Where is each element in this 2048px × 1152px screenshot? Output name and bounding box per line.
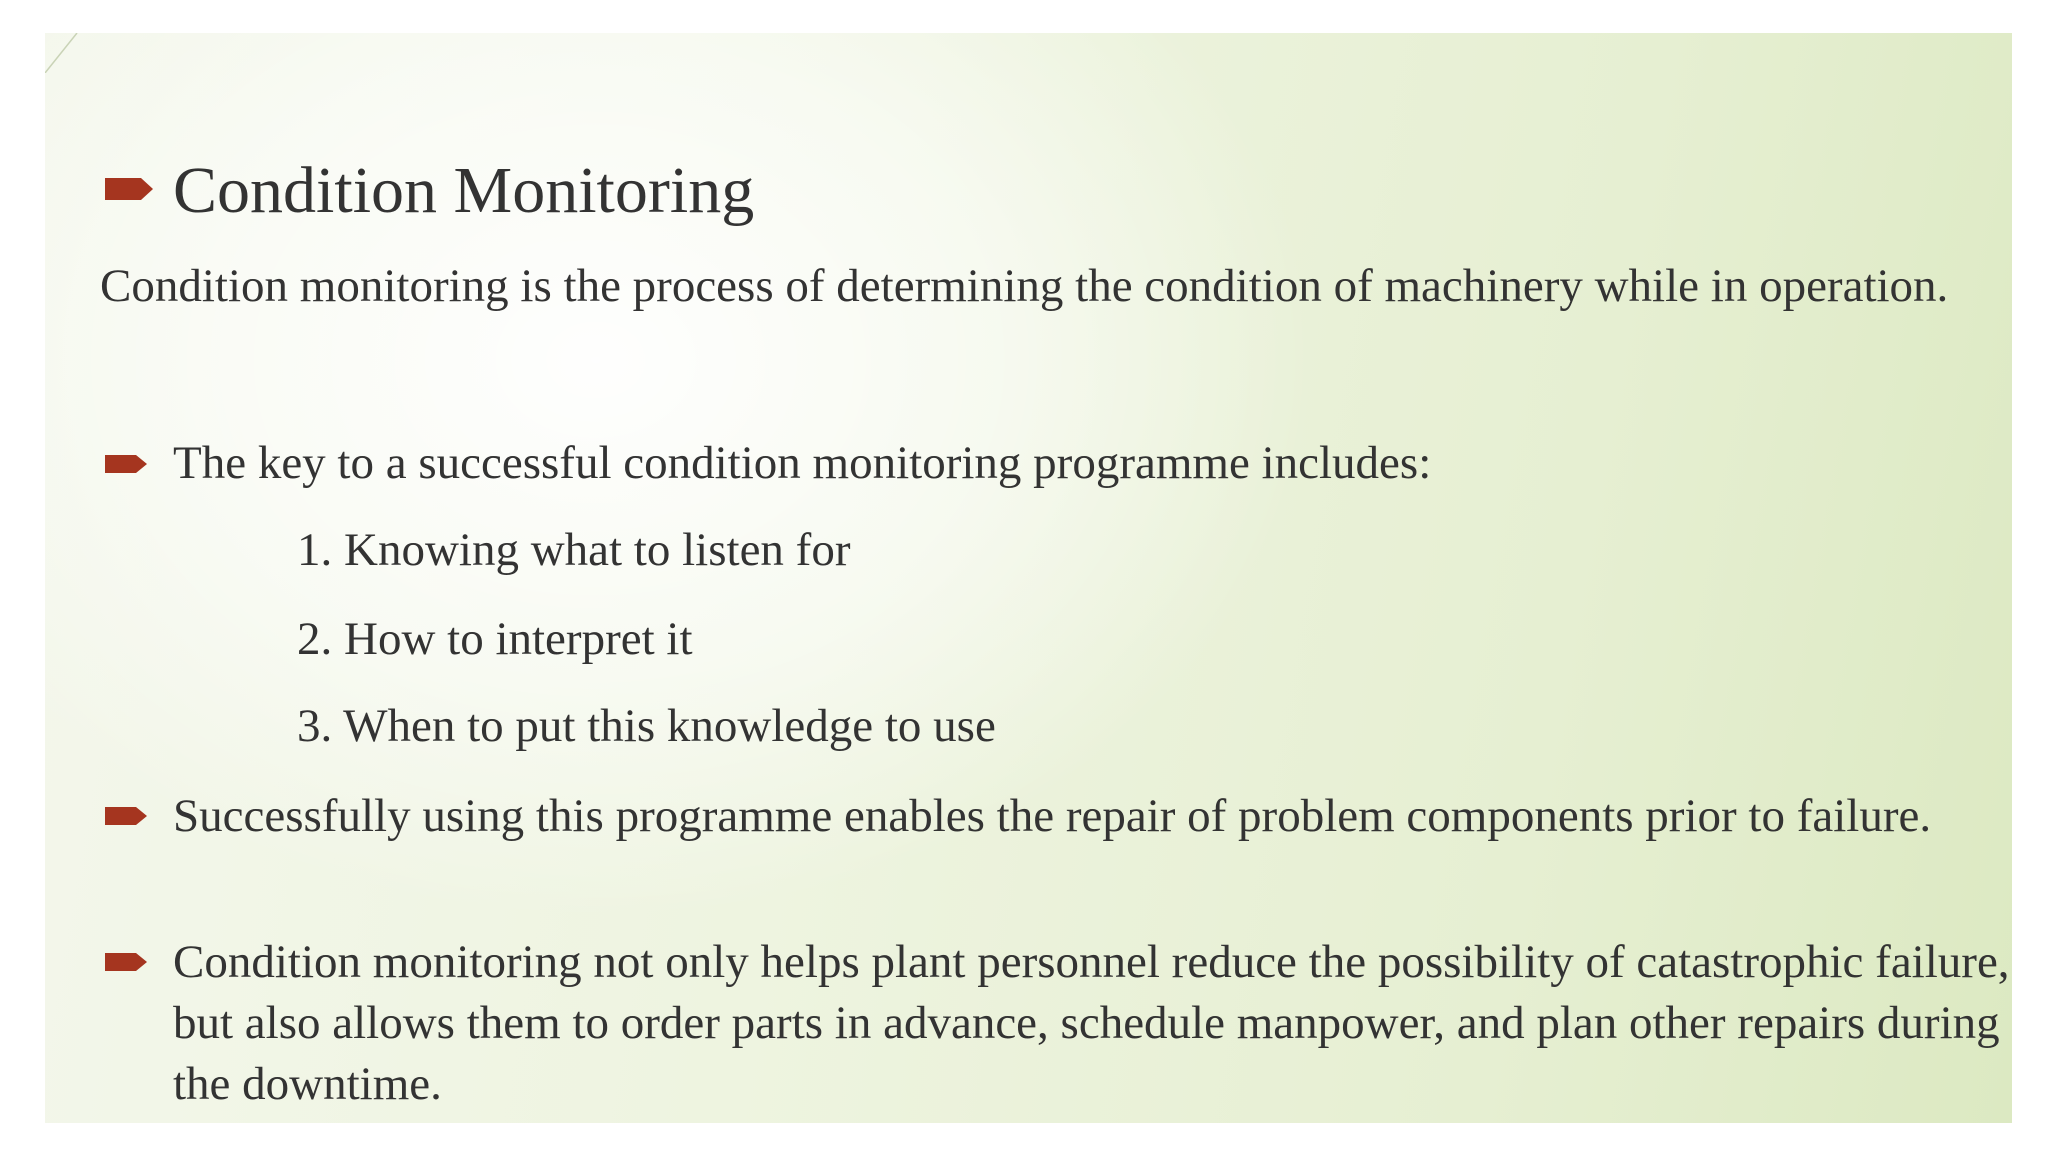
bullet-paragraph: Condition monitoring not only helps plant personnel reduce the possibility of catastrophic failure, but also allows them to order parts in advance, schedule manpower, and plan other repairs during the downtime. bbox=[173, 936, 2010, 1110]
bullet-paragraph: Successfully using this programme enables the repair of problem components prior to failure. bbox=[173, 790, 1932, 842]
arrow-bullet-icon bbox=[103, 176, 155, 202]
slide-title: Condition Monitoring bbox=[173, 154, 755, 227]
intro-paragraph: Condition monitoring is the process of determining the condition of machinery while in operation. bbox=[100, 260, 1949, 312]
corner-decoration bbox=[45, 33, 85, 73]
key-point-text: The key to a successful condition monitoring programme includes: bbox=[173, 437, 1432, 489]
arrow-bullet-icon bbox=[103, 805, 149, 827]
arrow-bullet-icon bbox=[103, 951, 149, 973]
list-item: 3. When to put this knowledge to use bbox=[297, 700, 996, 752]
slide bbox=[45, 33, 2012, 1123]
list-item: 1. Knowing what to listen for bbox=[297, 524, 851, 576]
arrow-bullet-icon bbox=[103, 453, 149, 475]
list-item: 2. How to interpret it bbox=[297, 613, 693, 665]
